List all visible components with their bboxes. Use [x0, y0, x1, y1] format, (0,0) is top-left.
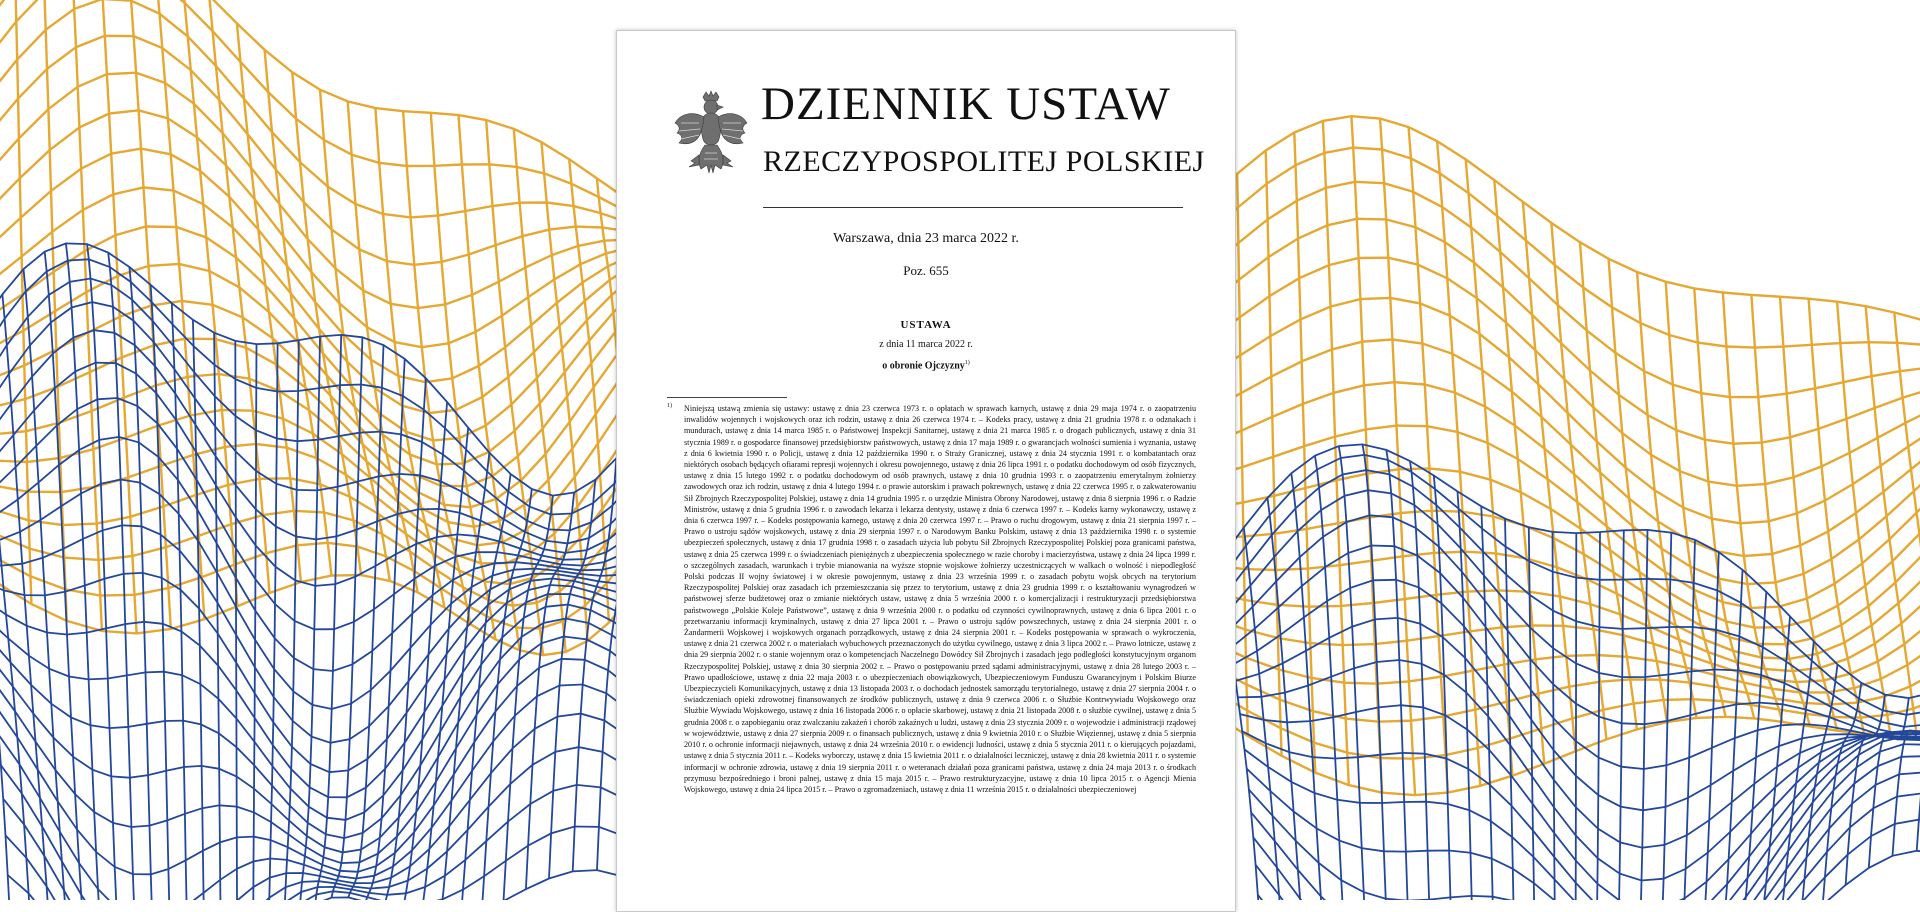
mesh-line — [1242, 731, 1920, 901]
mesh-line — [1180, 614, 1920, 722]
mesh-line — [214, 333, 222, 900]
mesh-line — [8, 827, 649, 901]
mesh-line — [1244, 732, 1920, 900]
blue-mesh-left — [0, 243, 680, 900]
mesh-line — [1240, 705, 1920, 900]
mesh-line — [1251, 756, 1920, 900]
mesh-line — [209, 0, 269, 593]
act-type: USTAWA — [617, 319, 1235, 331]
act-title-footnote-mark: 1) — [965, 360, 970, 366]
mesh-line — [1180, 382, 1920, 584]
mesh-line — [87, 244, 125, 900]
mesh-line — [0, 187, 684, 413]
gazette-subtitle: RZECZYPOSPOLITEJ POLSKIEJ — [763, 147, 1183, 177]
mesh-line — [1529, 527, 1537, 900]
act-title — [617, 360, 1235, 371]
mesh-line — [1553, 532, 1556, 900]
mesh-line — [1694, 552, 1719, 900]
masthead-rule — [763, 207, 1183, 208]
mesh-line — [1180, 494, 1920, 659]
mesh-line — [1551, 223, 1606, 740]
mesh-line — [45, 252, 90, 900]
polish-eagle-emblem-icon — [673, 89, 749, 181]
mesh-line — [1575, 533, 1576, 900]
mesh-line — [0, 0, 680, 224]
mesh-line — [1434, 476, 1457, 901]
mesh-line — [0, 73, 682, 308]
mesh-line — [0, 659, 656, 875]
mesh-line — [0, 36, 682, 265]
mesh-line — [1180, 340, 1920, 557]
footnote-mark: 1) — [667, 403, 672, 409]
mesh-line — [0, 605, 661, 839]
publication-date: Warszawa, dnia 23 marca 2022 r. — [617, 231, 1235, 247]
position-number: Poz. 655 — [617, 263, 1235, 279]
mesh-line — [1180, 651, 1920, 759]
mesh-line — [71, 0, 102, 631]
mesh-line — [1363, 444, 1395, 900]
mesh-line — [1253, 772, 1920, 900]
gold-mesh-right — [1180, 116, 1920, 795]
mesh-line — [375, 108, 444, 607]
footnote-text: Niniejszą ustawą zmienia się ustawy: ustawę z dnia 23 czerwca 1973 r. o opłatach w sprawach karnych, ustawę z dnia 29 maja 1974 r. o zaopatrzeniu inwalidów wojennych i wojskowych oraz ich rodzin, ustawę z dnia 26 czerwca 1974 r. – Kodeks pracy, ustawę z dnia 21 grudnia 1978 r. o odznakach i mundurach, ustawę z dnia 14 marca 1985 r. o Państwowej Inspekcji Sanitarnej, ustawę z dnia 21 marca 1985 r. o drogach publicznych, ustawę z dnia 31 stycznia 1989 r. o gospodarce finansowej przedsiębiorstw państwowych, ustawę z dnia 17 maja 1989 r. o gwarancjach wolności sumienia i wyznania, ustawę z dnia 6 kwietnia 1990 r. o Policji, ustawę z dnia 12 października 1990 r. o Straży Granicznej, ustawę z dnia 24 stycznia 1991 r. o kombatantach oraz niektórych osobach będących ofiarami represji wojennych i okresu powojennego, ustawę z dnia 26 lipca 1991 r. o podatku dochodowym od osób fizycznych, ustawę z dnia 15 lutego 1992 r. o podatku dochodowym od osób prawnych, ustawę z dnia 10 grudnia 1993 r. o zaopatrzeniu emerytalnym żołnierzy zawodowych oraz ich rodzin, ustawę z dnia 4 lutego 1994 r. o prawie autorskim i prawach pokrewnych, ustawę z dnia 22 czerwca 1995 r. o zakwaterowaniu Sił Zbrojnych Rzeczypospolitej Polskiej, ustawę z dnia 14 grudnia 1995 r. o urzędzie Ministra Obrony Narodowej, ustawę z dnia 8 sierpnia 1996 r. o Radzie Ministrów, ustawę z dnia 5 grudnia 1996 r. o zawodach lekarza i lekarza dentysty, ustawę z dnia 6 czerwca 1997 r. – Kodeks karny wykonawczy, ustawę z dnia 6 czerwca 1997 r. – Kodeks postępowania karnego, ustawę z dnia 20 czerwca 1997 r. – Prawo o ruchu drogowym, ustawę z dnia 21 sierpnia 1997 r. – Prawo o ustroju sądów wojskowych, ustawę z dnia 29 sierpnia 1997 r. o Narodowym Banku Polskim, ustawę z dnia 13 października 1998 r. o systemie ubezpieczeń społecznych, ustawę z dnia 17 grudnia 1998 r. o zasadach użycia lub pobytu Sił Zbrojnych Rzeczypospolitej Polskiej poza granicami państwa, ustawę z dnia 25 czerwca 1999 r. o świadczeniach pieniężnych z ubezpieczenia społecznego w razie choroby i macierzyństwa, ustawę z dnia 24 lipca 1999 r. o szczególnych zasadach, warunkach i trybie mianowania na wyższe stopnie wojskowe żołnierzy uczestniczących w walkach o wolność i niepodległość Polski podczas II wojny światowej i w okresie powojennym, ustawę z dnia 23 września 1999 r. o zasadach pobytu wojsk obcych na terytorium Rzeczypospolitej Polskiej oraz zasadach ich przemieszczania się przez to terytorium, ustawę z dnia 23 grudnia 1999 r. o kształtowaniu wynagrodzeń w państwowej sferze budżetowej oraz o zmianie niektórych ustaw, ustawę z dnia 5 września 2000 r. o komercjalizacji i restrukturyzacji przedsiębiorstwa państwowego „Polskie Koleje Państwowe”, ustawę z dnia 9 września 2000 r. o podatku od czynności cywilnoprawnych, ustawę z dnia 6 lipca 2001 r. o przetwarzaniu informacji kryminalnych, ustawę z dnia 27 lipca 2001 r. – Prawo o ustroju sądów powszechnych, ustawę z dnia 24 sierpnia 2001 r. o Żandarmerii Wojskowej i wojskowych organach porządkowych, ustawę z dnia 24 sierpnia 2001 r. – Kodeks postępowania w sprawach o wykroczenia, ustawę z dnia 21 czerwca 2002 r. o materiałach wybuchowych przeznaczonych do użytku cywilnego, ustawę z dnia 3 lipca 2002 r. – Prawo lotnicze, ustawę z dnia 29 sierpnia 2002 r. o stanie wojennym oraz o kompetencjach Naczelnego Dowódcy Sił Zbrojnych i zasadach jego podległości konstytucyjnym organom Rzeczypospolitej Polskiej, ustawę z dnia 30 sierpnia 2002 r. – Prawo o postępowaniu przed sądami administracyjnymi, ustawę z dnia 28 lutego 2003 r. – Prawo upadłościowe, ustawę z dnia 22 maja 2003 r. o ubezpieczeniach obowiązkowych, Ubezpieczeniowym Funduszu Gwarancyjnym i Polskim Biurze Ubezpieczycieli Komunikacyjnych, ustawę z dnia 13 listopada 2003 r. o dochodach jednostek samorządu terytorialnego, ustawę z dnia 27 sierpnia 2004 r. o świadczeniach opieki zdrowotnej finansowanych ze środków publicznych, ustawę z dnia 9 czerwca 2006 r. o Służbie Kontrwywiadu Wojskowego oraz Służbie Wywiadu Wojskowego, ustawę z dnia 16 listopada 2006 r. o opłacie skarbowej, ustawę z dnia 21 listopada 2008 r. o służbie cywilnej, ustawę z dnia 5 grudnia 2008 r. o zapobieganiu oraz zwalczaniu zakażeń i chorób zakaźnych u ludzi, ustawę z dnia 23 stycznia 2009 r. o wojewodzie i administracji rządowej w województwie, ustawę z dnia 27 sierpnia 2009 r. o finansach publicznych, ustawę z dnia 9 kwietnia 2010 r. o Służbie Więziennej, ustawę z dnia 5 sierpnia 2010 r. o ochronie informacji niejawnych, ustawę z dnia 24 września 2010 r. o ewidencji ludności, ustawę z dnia 5 stycznia 2011 r. o kierujących pojazdami, ustawę z dnia 5 stycznia 2011 r. – Kodeks wyborczy, ustawę z dnia 15 kwietnia 2011 r. o działalności leczniczej, ustawę z dnia 28 kwietnia 2011 r. o systemie informacji w ochronie zdrowia, ustawę z dnia 19 sierpnia 2011 r. o weteranach działań poza granicami państwa, ustawę z dnia 24 maja 2013 r. o środkach przymusu bezpośredniego i broni palnej, ustawę z dnia 15 maja 2015 r. – Prawo restrukturyzacyjne, ustawę z dnia 10 lipca 2015 r. o Agencji Mienia Wojskowego, ustawę z dnia 24 lipca 2015 r. – Prawo o zgromadzeniach, ustawę z dnia 11 września 2015 r. o działalności ubezpieczeniowej — [684, 403, 1196, 795]
mesh-line — [1227, 490, 1920, 734]
mesh-line — [1409, 127, 1448, 793]
mesh-line — [43, 0, 67, 621]
mesh-line — [268, 343, 278, 900]
act-title-text: o obronie Ojczyzny — [882, 360, 965, 371]
mesh-line — [1380, 119, 1415, 796]
gazette-page — [616, 30, 1236, 912]
mesh-line — [1609, 259, 1667, 722]
blue-mesh-right — [1220, 444, 1920, 900]
gazette-title: DZIENNIK USTAW — [761, 81, 1181, 128]
mesh-line — [1180, 148, 1920, 353]
mesh-line — [1481, 506, 1497, 900]
mesh-line — [299, 337, 320, 901]
act-date: z dnia 11 marca 2022 r. — [617, 339, 1235, 350]
masthead — [673, 81, 1179, 211]
footnote-rule — [667, 397, 787, 398]
mesh-line — [0, 338, 687, 545]
mesh-line — [235, 341, 237, 900]
mesh-line — [2, 294, 51, 900]
mesh-line — [1237, 174, 1248, 736]
